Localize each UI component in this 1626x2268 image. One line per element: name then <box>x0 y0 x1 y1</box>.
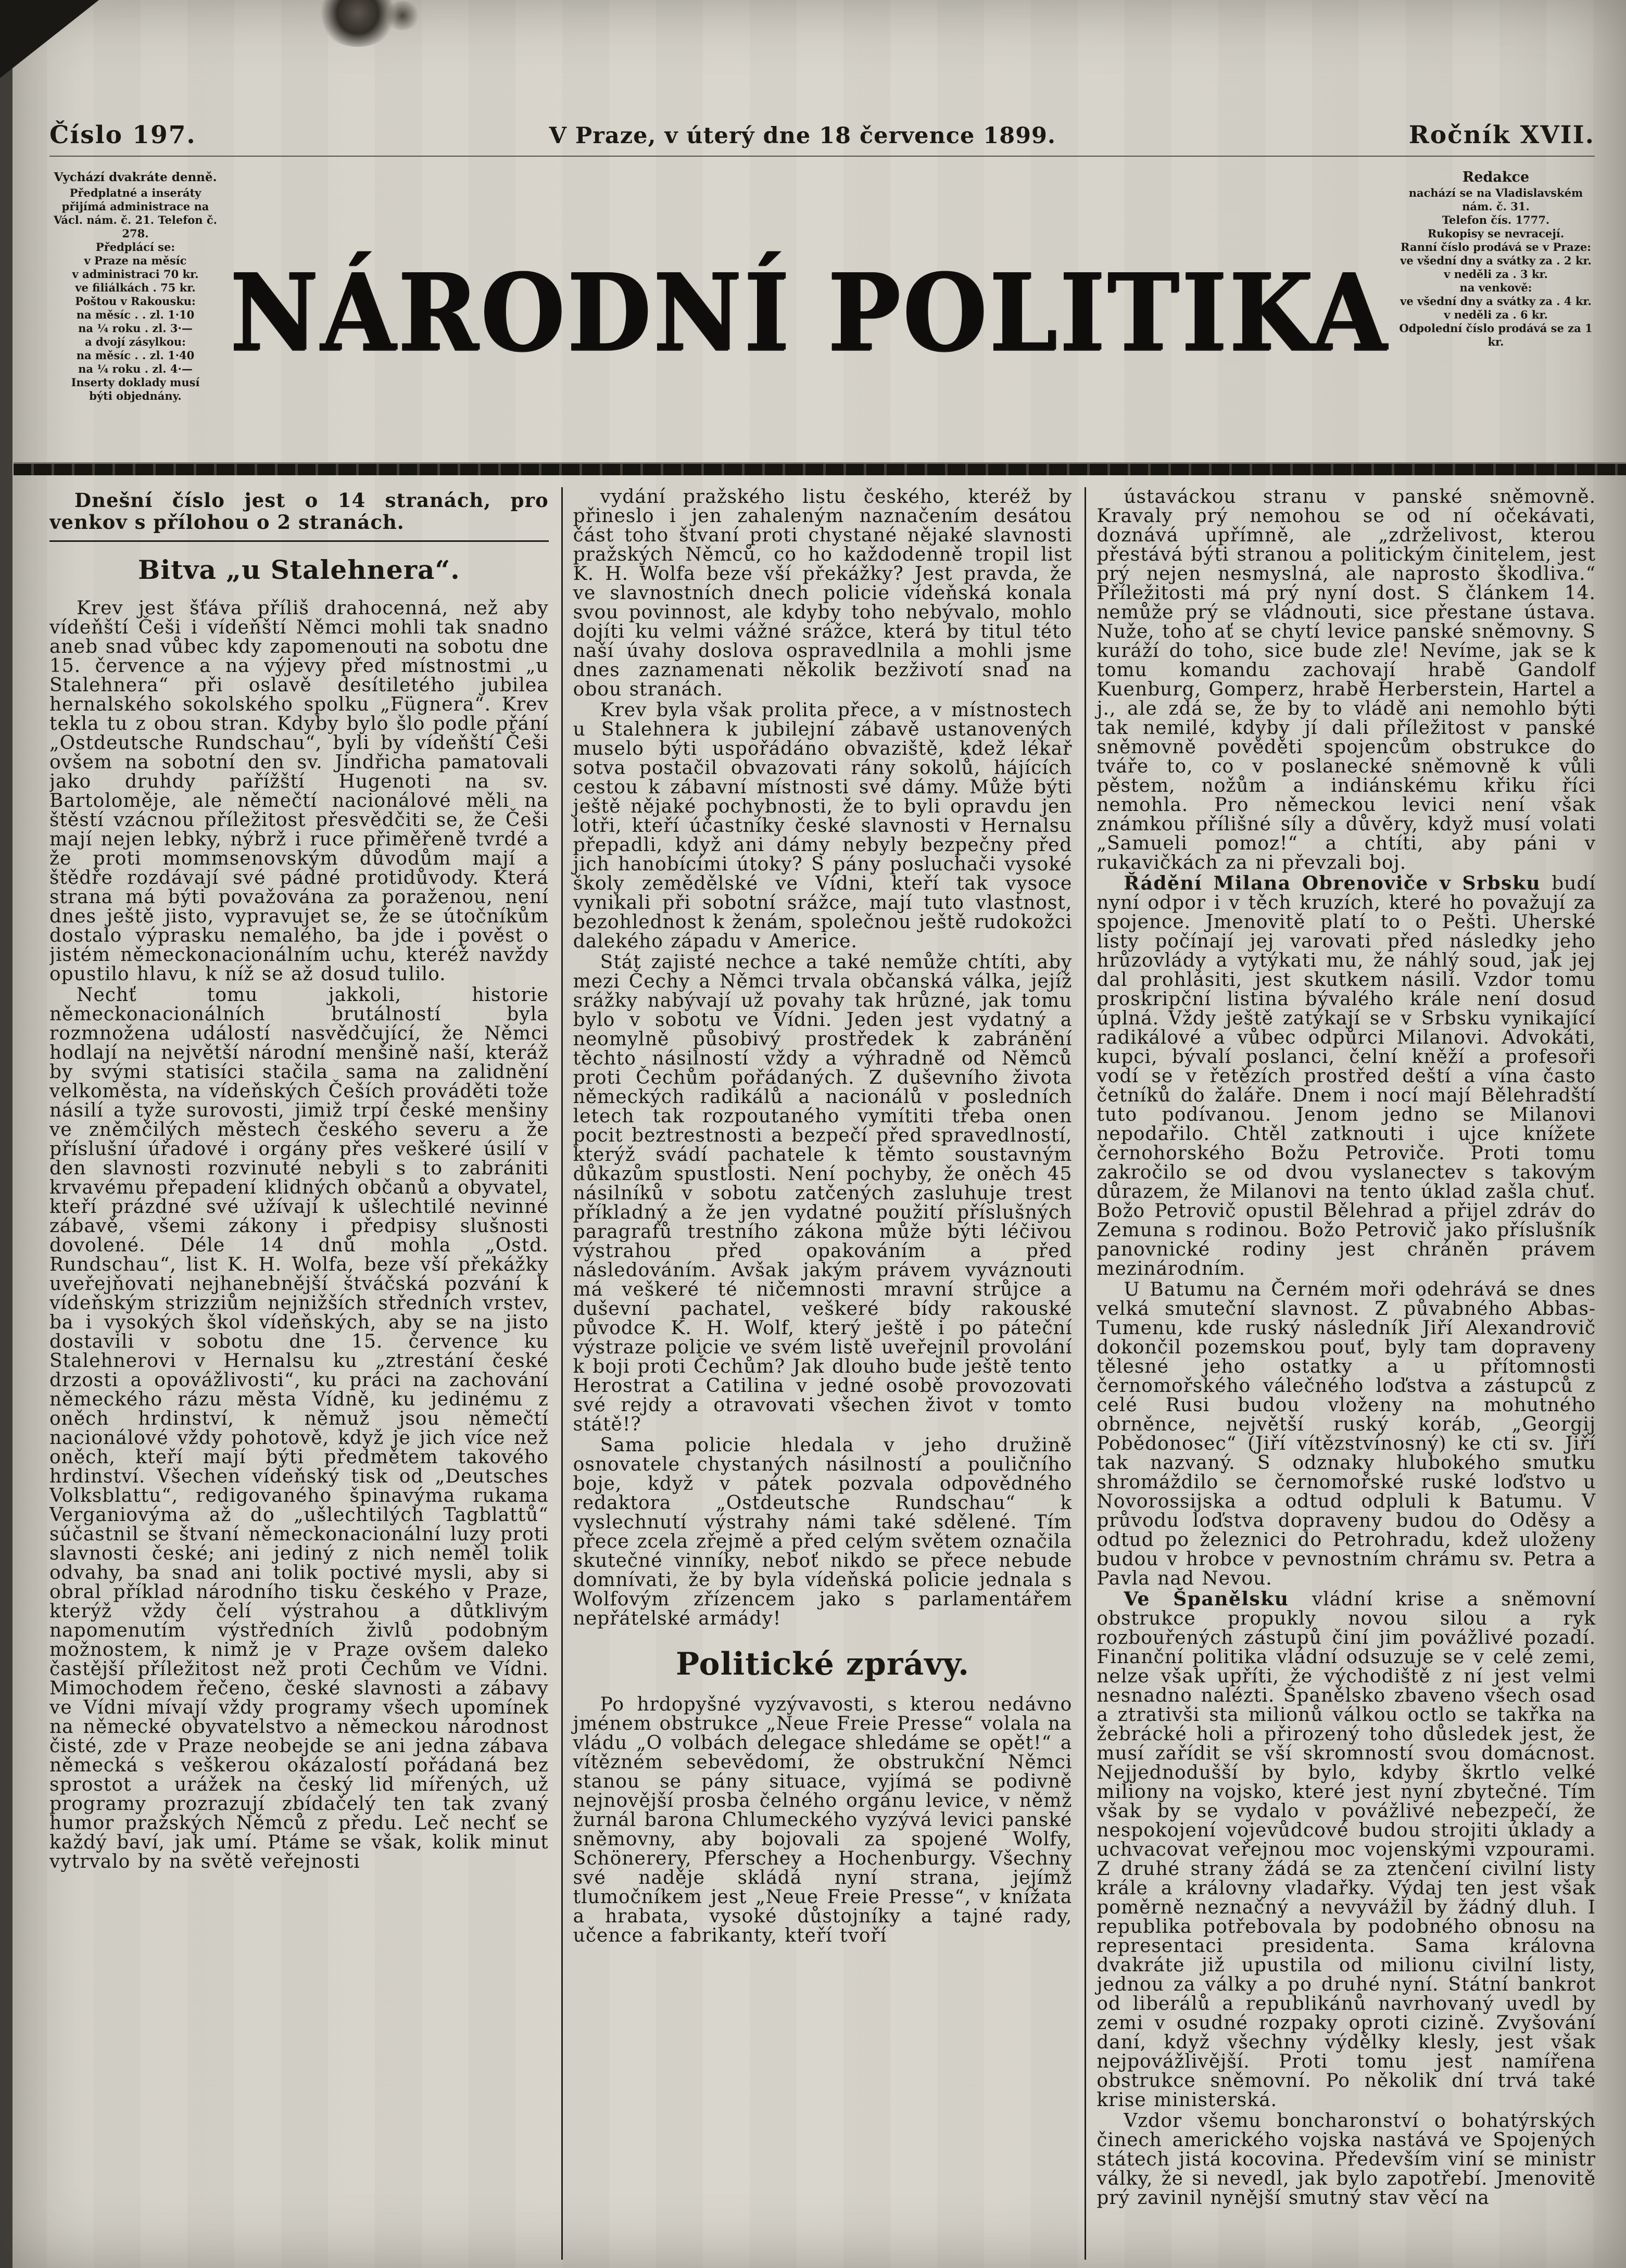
editorial-info-line: Ranní číslo prodává se v Praze: <box>1401 240 1591 254</box>
editorial-info-line: nachází se na Vladislavském nám. č. 31. <box>1408 186 1583 213</box>
newspaper-title: NÁRODNÍ POLITIKA <box>230 250 1389 375</box>
publication-info-line: Předplatné a inseráty přijímá administrace na Václ. nám. č. 21. Telefon č. 278. <box>54 186 217 240</box>
publication-info-line: Poštou v Rakousku: <box>75 295 196 308</box>
scan-edge-artifact <box>0 0 12 2268</box>
header-row <box>49 121 1595 157</box>
ornamental-rule <box>14 462 1626 475</box>
publication-info-line: v administraci 70 kr. <box>72 268 199 281</box>
paragraph: Řádění Milana Obrenoviče v Srbsku budí nyní odpor i v těch kruzích, které ho považují za spojence. Jmenovitě platí to o Pešti. Uherské listy počínají jej varovati před následky jeho hrůzovlády a vytýkati mu, že náhlý soud, jak jej dal prohlásiti, jest skutkem násilí. Vzdor tomu proskripční listina bývalého krále není dosud úplná. Vždy ještě zatýkají se v Srbsku vynikající radikálové a vůbec odpůrci Milanovi. Advokáti, kupci, bývalí poslanci, čelní kněží a profesoři vodí se v řetězích prostřed deští a vína často četníků do žaláře. Dnem i nocí mají Bělehradští tuto podívanou. Jenom jedno se Milanovi nepodařilo. Chtěl zatknouti i ujce knížete černohorského Božu Petroviče. Proti tomu zakročilo se od dvou vyslanectev s takovým důrazem, že Milanovi na tento úklad zašla chuť. Božo Petrovič opustil Bělehrad a přijel zdráv do Zemuna s rodinou. Božo Petrovič jako příslušník panovnické rodiny jest chráněn právem mezinárodním. <box>1096 872 1596 1279</box>
masthead <box>49 168 1595 457</box>
scan-corner-artifact <box>0 0 99 78</box>
masthead-title-area <box>221 168 1397 457</box>
editorial-info-line: v neděli za . 6 kr. <box>1444 308 1548 321</box>
editorial-info-line: Rukopisy se nevracejí. <box>1427 227 1565 240</box>
political-news-continued <box>1096 487 1596 2208</box>
publication-info <box>49 168 221 457</box>
publication-info-line: a dvojí zásylkou: <box>85 335 186 348</box>
column-3 <box>1086 487 1596 2260</box>
publication-info-line: na měsíc . . zl. 1·10 <box>76 308 195 321</box>
ink-smudge <box>384 1 421 30</box>
editorial-info-line: ve všední dny a svátky za . 4 kr. <box>1400 295 1592 308</box>
publication-info-line: ve filiálkách . 75 kr. <box>75 281 196 294</box>
paragraph: Krev jest šťáva příliš drahocenná, než aby vídeňští Češi i vídeňští Němci mohli tak snadno aneb snad vůbec kdy zapomenouti na sobotu dne 15. července a na výjevy před místnostmi „u Stalehnera“ při oslavě desítiletého jubilea hernalského sokolského spolku „Fügnera“. Krev tekla tu z obou stran. Kdyby bylo šlo podle přání „Ostdeutsche Rundschau“, byli by vídeňští Češi ovšem na sobotní den sv. Jindřicha pamatovali jako druhdy pařížští Hugenoti na sv. Bartoloměje, ale němečtí nacionálové měli na štěstí vzácnou příležitost přesvědčiti se, že Češi mají nejen lebky, nýbrž i ruce přiměřeně tvrdé a že proti mommsenovským důvodům mají a štědře rozdávají své pádné protidůvody. Která strana má býti považována za poraženou, není dnes ještě jisto, vypravujet se, že se útočníkům dostalo výprasku nemalého, ba jde i pověst o jistém německonacionálním uchu, kteréž navždy opustilo hlavu, k níž se až dosud tulilo. <box>49 598 549 985</box>
paragraph: ústaváckou stranu v panské sněmovně. Kravaly prý nemohou se od ní očekávati, doznává upřímně, ale „zdrželivost, kterou přestává býti stranou a politickým činitelem, jest prý nejen nesmyslná, ale naprosto škodliva.“ Příležitosti má prý nyní dost. S článkem 14. nemůže prý se vládnouti, sice přestane ústava. Nuže, toho ať se chytí levice panské sněmovny. S kuráží do toho, sice bude zle! Nevíme, jak se k tomu komandu zachovají hrabě Gandolf Kuenburg, Gomperz, hrabě Herberstein, Hartel a j., ale zdá se, že by to vládě ani nemohlo býti tak nemilé, kdyby jí dali příležitost v panské sněmovně pověděti spojencům obstrukce do tváře to, co v poslanecké sněmovně k vůli pěstem, nožům a indiánskému křiku říci nemohla. Pro německou levici není však známkou přílišné síly a důvěry, když musí volati „Samueli pomoz!“ a chtíti, aby páni v rukavičkách za ni převzali boj. <box>1096 487 1596 873</box>
dateline: V Praze, v úterý dne 18 července 1899. <box>549 123 1056 149</box>
paragraph: Vzdor všemu boncharonství o bohatýrských činech amerického vojska nastává ve Spojených státech jistá kocovina. Především viní se ministr války, že si nevedl, jak bylo zapotřebí. Jmenovitě prý zavinil nynější smutný stav věcí na <box>1096 2110 1596 2209</box>
editorial-info-line: Odpolední číslo prodává se za 1 kr. <box>1399 322 1593 348</box>
volume-number: Ročník XVII. <box>1408 121 1595 149</box>
editorial-info-line: Telefon čís. 1777. <box>1442 213 1550 226</box>
paragraph: Sama policie hledala v jeho družině osnovatele chystaných násilností a pouličního boje, když v pátek pozvala odpovědného redaktora „Ostdeutsche Rundschau“ k vyslechnutí výstrahy námi také sdělené. Tím přece zcela zřejmě a před celým světem označila skutečné vinníky, neboť nikdo se přece nebude domnívati, že by byla vídeňská policie jednala s Wolfovým zřízencem jako s parlamentářem nepřátelské armády! <box>573 1435 1073 1629</box>
publication-info-line: na ¼ roku . zl. 3·— <box>78 322 193 335</box>
publication-info-line: Inserty doklady musí <box>71 376 200 389</box>
political-news-body <box>573 1695 1073 1945</box>
paragraph-lead: Ve Španělsku <box>1124 1588 1312 1610</box>
publication-info-line: na měsíc . . zl. 1·40 <box>76 349 195 362</box>
article-body <box>49 599 549 1871</box>
paragraph: Nechť tomu jakkoli, historie německonacionálních brutálností byla rozmnožena událostí nasvědčující, že Němci hodlají na největší národní menšině naší, kteráž by svými statisíci stačila sama na zalidnění velkoměsta, na vídeňských Češích prováděti tože násilí a tyže surovosti, jimiž trpí české menšiny ve zněmčilých městech českého severu a že příslušní úřadové i orgány přes veškeré úsilí v den slavnosti rozvinuté nebyli s to zabrániti krvavému přepadení klidných občanů a obyvatel, kteří prázdné své užívají k ušlechtilé nevinné zábavě, všemi zákony i předpisy slušnosti dovolené. Déle 14 dnů mohla „Ostd. Rundschau“, list K. H. Wolfa, beze vší překážky uveřejňovati nejhanebnější štváčská pozvání k vídeňským strizziům nejnižších středních vrstev, ba i vysokých škol vídeňských, aby se na jisto dostavili v sobotu dne 15. července ku Stalehnerovi v Hernalsu ku „ztrestání české drzosti a opovážlivosti“, ku práci na zachování německého rázu města Vídně, ku jedinému z oněch hrdinství, k němuž jsou němečtí nacionálové vždy pohotově, když je jich více než oněch, kteří mají býti předmětem takového hrdinství. Všechen vídeňský tisk od „Deutsches Volksblattu“, redigovaného špinavýma rukama Verganiovýma až do „ušlechtilých Tagblattů“ súčastnil se štvaní německonacionální luzy proti slavnosti české; ani jediný z nich neměl tolik odvahy, ba snad ani tolik poctivé mysli, aby si obral příklad národního tisku českého v Praze, kterýž vždy čelí výstrahou a důtklivým napomenutím výstředních živlů podobným možnostem, k nimž je v Praze ovšem daleko častější příležitost než proti Čechům ve Vídni. Mimochodem řečeno, české slavnosti a zábavy ve Vídni mívají vždy programy všech upomínek na německé obyvatelstvo a německou národnost čisté, zde v Praze neobejde se ani jedna zábava německá s veškerou okázalostí pořádaná bez sprostot a urážek na český lid mířených, už programy prozrazují zbídačelý ten tak zvaný humor pražských Němců z předu. Leč nechť se každý baví, jak umí. Ptáme se však, kolik minut vytrvalo by na světě veřejnosti <box>49 984 549 1872</box>
article-body-continued <box>573 487 1073 1628</box>
library-stamp <box>319 0 397 47</box>
editorial-info-line: v neděli za . 3 kr. <box>1444 268 1548 281</box>
paragraph-lead: Řádění Milana Obrenoviče v Srbsku <box>1124 872 1552 894</box>
paragraph: Stát zajisté nechce a také nemůže chtíti, aby mezi Čechy a Němci trvala občanská válka, jejíž srážky nabývají už povahy tak hrůzné, jak tomu bylo v sobotu ve Vídni. Jeden jest vydatný a neomylně působivý prostředek k zabránění těchto násilností vždy a výhradně od Němců proti Čechům pořádaných. Z duševního života německých radikálů a nacionálů v posledních letech tak rozpoutaného vymítiti třeba onen pocit beztrestnosti a bezpečí před spravedlností, kterýž svádí pachatele k těmto soustavným důkazům spustlosti. Není pochyby, že oněch 45 násilníků v sobotu zatčených zasluhuje trest příkladný a že jen vydatné použití příslušných paragrafů trestního zákona může býti léčivou výstrahou před opakováním a před následováním. Avšak jakým právem vyváznouti má veškeré té ničemnosti mravní strůjce a duševní pachatel, veškeré bídy rakouské původce K. H. Wolf, který ještě i po páteční výstraze policie ve svém listě uveřejnil provolání k boji proti Čechům? Jak dlouho bude ještě tento Herostrat a Catilina v jedné osobě provozovati své rejdy a otravovati všechen život v tomto státě!? <box>573 952 1073 1435</box>
paragraph: U Batumu na Černém moři odehrává se dnes velká smuteční slavnost. Z půvabného Abbas-Tumenu, kde ruský následník Jiří Alexandrovič dokončil pozemskou pouť, byly tam dopraveny tělesné jeho ostatky a u přítomnosti černomořského válečného loďstva a zástupců z celé Rusi budou vloženy na mohutného obrněnce, největší ruský koráb, „Georgij Pobědonosec“ (Jiří vítězstvínosný) ke cti sv. Jiří tak nazvaný. S odznaky hlubokého smutku shromáždilo se černomořské ruské loďstvo u Novorossijska a odtud odpluli k Batumu. V průvodu loďstva dopraveny budou do Oděsy a odtud po železnici do Petrohradu, kdež uloženy budou v hrobce v pevnostním chrámu sv. Petra a Pavla nad Nevou. <box>1096 1279 1596 1589</box>
column-1 <box>49 487 563 2260</box>
editorial-info-line: Redakce <box>1462 169 1530 185</box>
article-headline: Bitva „u Stalehnera“. <box>138 554 460 585</box>
editorial-info-line: ve všední dny a svátky za . 2 kr. <box>1400 254 1592 267</box>
article-columns <box>49 487 1596 2260</box>
paragraph: vydání pražského listu českého, kteréž by přineslo i jen zahaleným naznačením desátou část toho štvaní proti chystané nějaké slavnosti pražských Němců, co ho každodenně tropil list K. H. Wolfa beze vší překážky? Jest pravda, že ve slavnostních dnech policie vídeňská konala svou povinnost, ale kdyby toho nebývalo, mohlo dojíti ku velmi vážné srážce, která by titul této naší úvahy doslova ospravedlnila a mohli jsme dnes zaznamenati několik bezživotí snad na obou stranách. <box>573 487 1073 700</box>
issue-number: Číslo 197. <box>49 121 196 149</box>
publication-info-line: býti objednány. <box>89 389 182 402</box>
column-2 <box>563 487 1087 2260</box>
editorial-info-line: na venkově: <box>1459 281 1532 294</box>
publication-info-line: Předplácí se: <box>95 240 175 254</box>
editorial-info <box>1397 168 1595 457</box>
publication-info-line: na ¼ roku . zl. 4·— <box>78 362 193 375</box>
issue-notice: Dnešní číslo jest o 14 stranách, pro venkov s přílohou o 2 stranách. <box>49 489 549 534</box>
publication-info-line: Vychází dvakráte denně. <box>54 170 217 184</box>
paragraph: Ve Španělsku vládní krise a sněmovní obstrukce propukly novou silou a ryk rozbouřených zástupů činí jim povážlivé pozadí. Finanční politika vládní odsuzuje se v celé zemi, nelze však upříti, že východiště z ní jest velmi nesnadno nalézti. Španělsko zbaveno všech osad a ztrativši sta milionů válkou octlo se takřka na žebrácké holi a přirozený toho důsledek jest, že musí zařídit se vší skromností svou domácnost. Nejjednodušší by bylo, kdyby škrtlo velké miliony na vojsko, které jest nyní zbytečné. Tím však by se vydalo v povážlivé nebezpečí, že nespokojení vojevůdcové budou strojiti úklady a uchvacovat veřejnou moc vojenskými vzpourami. Z druhé strany žádá se za ztenčení civilní listy krále a královny vladařky. Výdaj ten jest však poměrně neznačný a nevyvážil by žádný dluh. I republika potřebovala by podobného obnosu na representaci presidenta. Sama královna dvakráte již upustila od milionu civilní listy, jednou za války a po druhé nyní. Státní bankrot od liberálů a republikánů navrhovaný uvedl by zemi v osudné rozpaky oproti cizině. Zvyšování daní, když všechny výdělky klesly, jest však nejpovážlivější. Proti tomu jest namířena obstrukce sněmovní. Po několik dní trvá také krise ministerská. <box>1096 1588 1596 2111</box>
paragraph: Krev byla však prolita přece, a v místnostech u Stalehnera k jubilejní zábavě ustanovených muselo býti uspořádáno obvaziště, kdež lékař sotva postačil obvazovati rány sokolů, hájících cestou k zábavní místnosti své dámy. Může býti ještě nějaké pochybnosti, že to byli opravdu jen lotři, kteří účastníky české slavnosti v Hernalsu přepadli, když ani dámy nebyly bezpečny před jich hanobícími útoky? S pány posluchači vysoké školy zemědělské ve Vídni, kteří tak vysoce vynikali při sobotní srážce, mají tuto vlastnost, bezohlednost k ženám, společnou ještě rudokožci dalekého západu v Americe. <box>573 700 1073 952</box>
publication-info-line: v Praze na měsíc <box>84 254 187 267</box>
paragraph: Po hrdopyšné vyzývavosti, s kterou nedávno jménem obstrukce „Neue Freie Presse“ volala na vládu „O volbách delegace shledáme se opět!“ a vítězném sebevědomí, že obstrukční Němci stanou se pány situace, vyjímá se podivně nejnovější prosba čelného orgánu levice, v němž žurnál barona Chlumeckého vyzývá levici panské sněmovny, aby bojovali za spojené Wolfy, Schönerery, Pferschey a Hochenburgy. Všechny své naděje skládá nyní strana, jejímž tlumočníkem jest „Neue Freie Presse“, v knížata a hrabata, vysoké důstojníky a tajné rady, učence a fabrikanty, kteří tvoří <box>573 1694 1073 1946</box>
column-divider-rule <box>49 540 549 542</box>
section-headline: Politické zprávy. <box>675 1646 970 1682</box>
